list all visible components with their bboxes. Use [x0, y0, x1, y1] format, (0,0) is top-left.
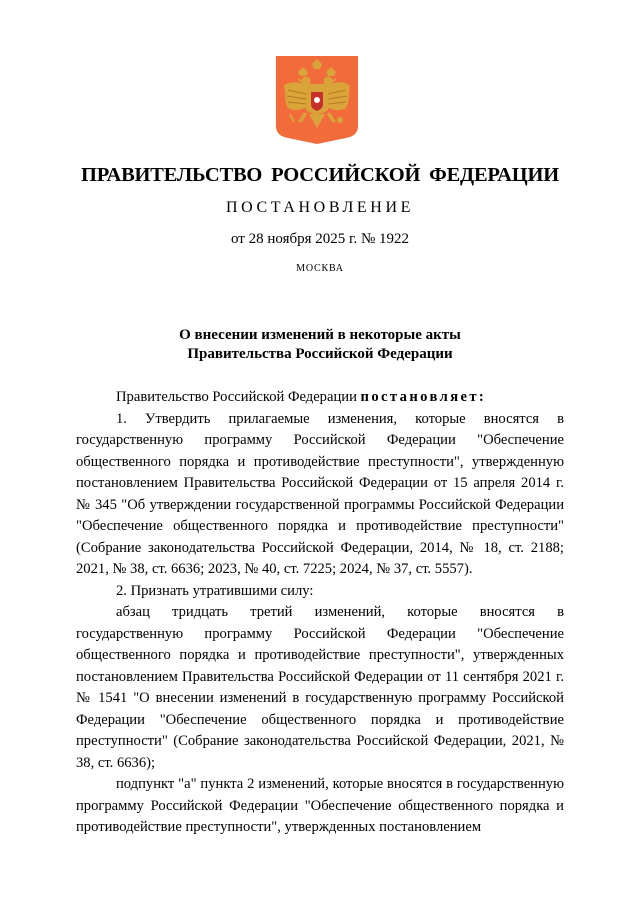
subject-line-2: Правительства Российской Федерации — [187, 346, 453, 362]
document-date-number: от 28 ноября 2025 г. № 1922 — [230, 231, 410, 247]
body-paragraph-2: 2. Признать утратившими силу: — [116, 582, 314, 599]
coat-of-arms-icon — [276, 56, 358, 144]
document-body — [76, 387, 564, 839]
preamble-lead: Правительство Российской Федерации — [116, 389, 357, 405]
body-paragraph-3: абзац тридцать третий изменений, которые вносятся в государственную программу Российской Федерации "Обеспечение общественного порядка и противодействие преступности", утвержденных постановлением Правительства Российской Федерации от 11 сентября 2021 г. № 1541 "О внесении изменений в государственную программу Российской Федерации "Обеспечение общественного порядка и противодействие преступности" (Собрание законодательства Российской Федерации, 2021, № 38, ст. 6636); — [76, 604, 564, 771]
subject-line-1: О внесении изменений в некоторые акты — [179, 327, 461, 343]
document-city: МОСКВА — [296, 263, 344, 274]
preamble-verb: постановляет: — [360, 389, 487, 405]
document-type: ПОСТАНОВЛЕНИЕ — [226, 199, 414, 216]
document-subject — [120, 326, 520, 364]
government-title: ПРАВИТЕЛЬСТВО РОССИЙСКОЙ ФЕДЕРАЦИИ — [81, 164, 559, 186]
body-paragraph-4: подпункт "а" пункта 2 изменений, которые вносятся в государственную программу Российской Федерации "Обеспечение общественного порядка и противодействие преступности", утвержденных постановлением — [76, 776, 564, 835]
preamble-paragraph — [76, 387, 564, 409]
body-paragraph-1: 1. Утвердить прилагаемые изменения, которые вносятся в государственную программу Российской Федерации "Обеспечение общественного порядка и противодействие преступности", утвержденную постановлением Правительства Российской Федерации от 15 апреля 2014 г. № 345 "Об утверждении государственной программы Российской Федерации "Обеспечение общественного порядка и противодействие преступности" (Собрание законодательства Российской Федерации, 2014, № 18, ст. 2188; 2021, № 38, ст. 6636; 2023, № 40, ст. 7225; 2024, № 37, ст. 5557). — [76, 410, 564, 577]
